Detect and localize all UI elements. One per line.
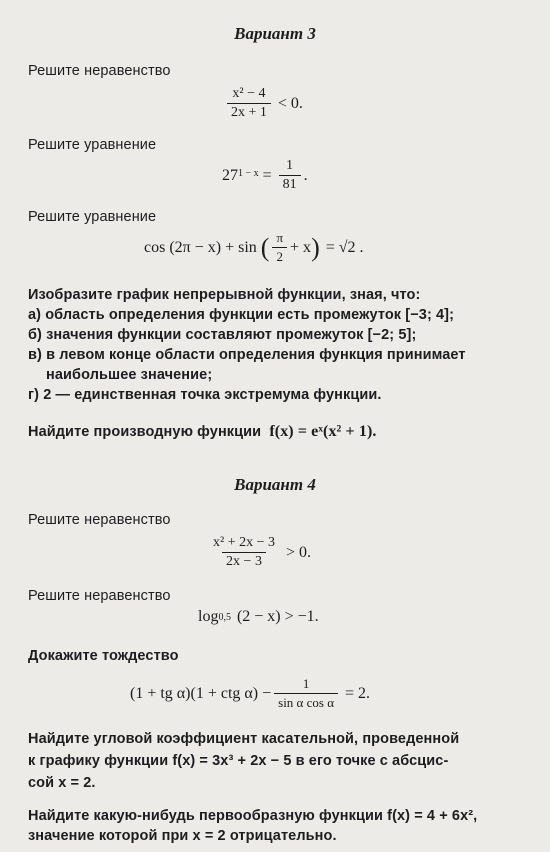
left-part: (1 + tg α)(1 + ctg α) −	[130, 684, 272, 702]
v3-task4-line: а) область определения функции есть промежуток [−3; 4];	[28, 307, 455, 323]
period: .	[303, 166, 308, 184]
v3-task3-formula: cos (2π − x) + sin ( $\frac{\pi}{2}$ + x ) = √2 .	[144, 230, 364, 264]
variant-4-title: Вариант 4	[234, 475, 316, 494]
v4-task4-line: Найдите угловой коэффициент касательной, проведенной	[28, 731, 460, 747]
denominator: 81	[279, 175, 301, 193]
log-base: 0,5	[218, 611, 231, 623]
log: log	[198, 608, 219, 625]
v3-task4-line: б) значения функции составляют промежуток [−2; 5];	[28, 327, 417, 343]
v3-task4-line: наибольшее значение;	[46, 367, 213, 383]
v3-task1-prompt: Решите неравенство	[28, 63, 171, 79]
fraction	[272, 230, 287, 265]
v3-task4-line: в) в левом конце области определения функция принимает	[28, 347, 466, 363]
denominator: 2x + 1	[227, 103, 271, 121]
fraction	[227, 86, 271, 121]
v3-task2-prompt: Решите уравнение	[28, 137, 157, 153]
equals: =	[262, 166, 272, 184]
v4-task5-line: значение которой при x = 2 отрицательно.	[28, 828, 337, 844]
fraction	[209, 535, 279, 570]
variant-3-title: Вариант 3	[234, 24, 316, 43]
base: 27	[222, 166, 238, 184]
task-text: Найдите производную функции	[28, 424, 262, 440]
denominator: sin α cos α	[274, 693, 338, 711]
numerator: 1	[286, 158, 294, 173]
fraction	[279, 158, 301, 193]
v4-task1-formula	[206, 535, 311, 570]
inner-term: + x	[290, 238, 312, 256]
relation: < 0.	[277, 94, 303, 112]
v3-task2-formula	[222, 158, 308, 193]
numerator: 1	[302, 676, 310, 691]
task-formula: f(x) = eˣ(x² + 1).	[269, 423, 377, 440]
v3-task4-line: г) 2 — единственная точка экстремума функции.	[28, 387, 382, 403]
v3-task4-line: Изобразите график непрерывной функции, зная, что:	[28, 287, 421, 303]
v4-task4-line: сой x = 2.	[28, 775, 96, 791]
v4-task2-prompt: Решите неравенство	[28, 588, 171, 604]
right-part: = 2.	[345, 684, 371, 702]
v3-task3-prompt: Решите уравнение	[28, 209, 157, 225]
numerator: x² − 4	[232, 86, 266, 101]
v3-task5-text	[28, 423, 377, 441]
v4-task5-line: Найдите какую-нибудь первообразную функции f(x) = 4 + 6x²,	[28, 808, 478, 824]
denominator: 2	[272, 247, 287, 265]
argument: (2 − x) > −1.	[236, 608, 319, 625]
v4-task3-formula	[130, 676, 370, 711]
numerator: π	[276, 230, 284, 245]
v4-task2-formula	[198, 608, 319, 626]
relation: > 0.	[286, 543, 312, 561]
v3-task1-formula	[224, 86, 303, 121]
v4-task3-prompt: Докажите тождество	[28, 648, 179, 664]
right-part: = √2 .	[325, 238, 364, 256]
v4-task1-prompt: Решите неравенство	[28, 512, 171, 528]
left-part: cos (2π − x) + sin	[144, 238, 257, 256]
denominator: 2x − 3	[222, 552, 266, 570]
v4-task4-line: к графику функции f(x) = 3x³ + 2x − 5 в его точке с абсцис-	[28, 753, 449, 769]
numerator: x² + 2x − 3	[213, 535, 275, 550]
fraction	[274, 676, 338, 711]
exponent: 1 − x	[238, 168, 259, 179]
